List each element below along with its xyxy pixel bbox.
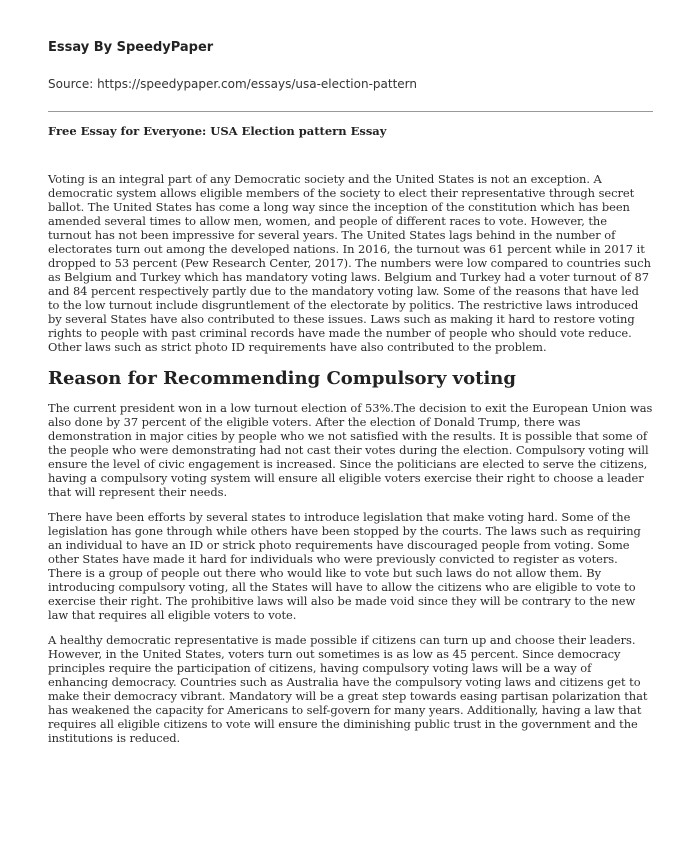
header-divider (48, 111, 653, 112)
document-page (48, 40, 653, 756)
section-heading: Reason for Recommending Compulsory voting (48, 368, 516, 389)
brand-header: Essay By SpeedyPaper (48, 40, 214, 55)
essay-title: Free Essay for Everyone: USA Election pattern Essay (48, 124, 387, 138)
source-line: Source: https://speedypaper.com/essays/usa-election-pattern (48, 77, 418, 91)
body-paragraph-3: A healthy democratic representative is made possible if citizens can turn up and choose their leaders. However, in the United States, voters turn out sometimes is as low as 45 percent. Since democracy principles require the participation of citizens, having compulsory voting laws will be a way of enhancing democracy. Countries such as Australia have the compulsory voting laws and citizens get to make their democracy vibrant. Mandatory will be a great step towards easing partisan polarization that has weakened the capacity for Americans to self-govern for many years. Additionally, having a law that requires all eligible citizens to vote will ensure the diminishing public trust in the government and the institutions is reduced. (48, 633, 648, 745)
body-paragraph-1: The current president won in a low turnout election of 53%.The decision to exit the European Union was also done by 37 percent of the eligible voters. After the election of Donald Trump, there was demonstration in major cities by people who we not satisfied with the results. It is possible that some of the people who were demonstrating had not cast their votes during the election. Compulsory voting will ensure the level of civic engagement is increased. Since the politicians are elected to serve the citizens, having a compulsory voting system will ensure all eligible voters exercise their right to choose a leader that will represent their needs. (48, 401, 653, 499)
intro-paragraph: Voting is an integral part of any Democratic society and the United States is not an exception. A democratic system allows eligible members of the society to elect their representative through secret ballot. The United States has come a long way since the inception of the constitution which has been amended several times to allow men, women, and people of different races to vote. However, the turnout has not been impressive for several years. The United States lags behind in the number of electorates turn out among the developed nations. In 2016, the turnout was 61 percent while in 2017 it dropped to 53 percent (Pew Research Center, 2017). The numbers were low compared to countries such as Belgium and Turkey which has mandatory voting laws. Belgium and Turkey had a voter turnout of 87 and 84 percent respectively partly due to the mandatory voting law. Some of the reasons that have led to the low turnout include disgruntlement of the electorate by politics. The restrictive laws introduced by several States have also contributed to these issues. Laws such as making it hard to restore voting rights to people with past criminal records have made the number of people who should vote reduce. Other laws such as strict photo ID requirements have also contributed to the problem. (48, 172, 651, 354)
body-paragraph-2: There have been efforts by several states to introduce legislation that make voting hard. Some of the legislation has gone through while others have been stopped by the courts. The laws such as requiring an individual to have an ID or strick photo requirements have discouraged people from voting. Some other States have made it hard for individuals who were previously convicted to register as voters. There is a group of people out there who would like to vote but such laws do not allow them. By introducing compulsory voting, all the States will have to allow the citizens who are eligible to vote to exercise their right. The prohibitive laws will also be made void since they will be contrary to the new law that requires all eligible voters to vote. (48, 510, 641, 622)
